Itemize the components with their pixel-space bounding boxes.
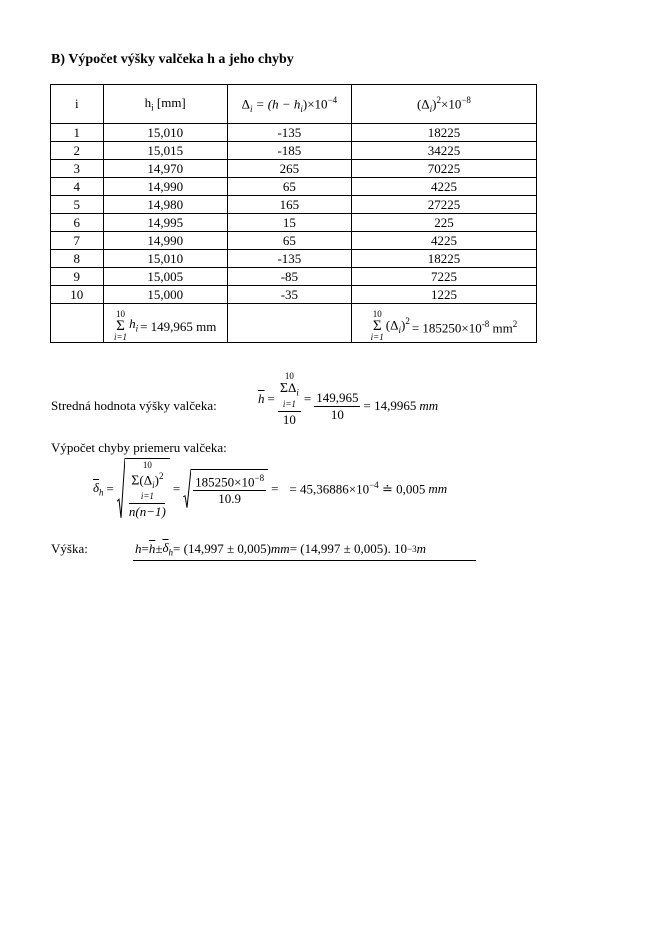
sum-sq-exp: 2: [405, 316, 410, 327]
error-unit: mm: [428, 480, 448, 496]
header-h: [103, 85, 227, 124]
sum-sq-unit-exp: 2: [512, 318, 518, 329]
header-sq-sub: i: [429, 103, 433, 114]
height-hbar: $\overline{h}$: [148, 540, 156, 556]
height-eq1: =: [141, 540, 149, 556]
sum-sq-sub: i: [398, 324, 401, 335]
error-frac2-den: 10.9: [218, 491, 241, 507]
cell-delta: -185: [227, 142, 351, 160]
sigma-icon: Σ: [372, 318, 382, 334]
height-formula: [135, 540, 426, 558]
mean-frac1: [278, 371, 301, 428]
error-sum-exp: 2: [158, 471, 164, 481]
sqrt-icon: [183, 469, 191, 509]
cell-sq: 1225: [351, 286, 536, 304]
cell-delta: 15: [227, 214, 351, 232]
cell-i: 7: [51, 232, 104, 250]
error-label: Výpočet chyby priemeru valčeka:: [51, 440, 227, 455]
table-header-row: [51, 85, 537, 124]
header-sq-exp: 2: [436, 94, 442, 105]
error-lhs-sub: h: [99, 487, 104, 498]
cell-h: 15,005: [103, 268, 227, 286]
error-sqrt2: [183, 469, 268, 509]
sqrt-icon: [117, 458, 125, 520]
mean-eq2: =: [303, 391, 312, 407]
cell-h: 15,010: [103, 124, 227, 142]
cell-sq: 34225: [351, 142, 536, 160]
cell-i: 9: [51, 268, 104, 286]
cell-delta: 165: [227, 196, 351, 214]
error-frac1: [127, 460, 168, 520]
height-eq2: = (14,997 ± 0,005): [173, 540, 271, 556]
cell-i: 8: [51, 250, 104, 268]
table-row: [51, 142, 537, 160]
measurement-table: [50, 84, 537, 343]
section-heading: B) Výpočet výšky valčeka h a jeho chyby: [51, 52, 294, 67]
sum-sq-value: = 185250×10: [411, 320, 482, 336]
mean-eq: =: [267, 391, 275, 407]
table-row: [51, 232, 537, 250]
mean-frac2-den: 10: [330, 406, 344, 422]
sum-sq-bottom: i=1: [370, 332, 384, 342]
cell-sq: 18225: [351, 250, 536, 268]
sigma-icon: Σ: [279, 381, 288, 396]
sum-h-sub: i: [135, 323, 139, 334]
cell-i: 2: [51, 142, 104, 160]
cell-sum-sq: [351, 304, 536, 343]
mean-frac2-num: 149,965: [316, 389, 359, 405]
sum-sq-unit: mm: [489, 320, 513, 336]
sigma-icon: Σ: [131, 473, 140, 489]
cell-h: 14,990: [103, 232, 227, 250]
cell-delta: 65: [227, 178, 351, 196]
height-underline: [133, 560, 476, 561]
mean-sum-sub: i: [296, 387, 299, 398]
cell-sq: 18225: [351, 124, 536, 142]
cell-sq: 70225: [351, 160, 536, 178]
height-label: Výška:: [51, 541, 88, 556]
error-eq2: =: [271, 480, 279, 496]
error-sum-var: (Δ: [139, 472, 153, 488]
cell-delta: -135: [227, 124, 351, 142]
cell-sq: 27225: [351, 196, 536, 214]
header-delta-tail: )×10: [302, 95, 328, 111]
header-delta: [227, 85, 351, 124]
cell-sum-h: [103, 304, 227, 343]
header-sq-open: (Δ: [416, 95, 430, 111]
cell-delta: -35: [227, 286, 351, 304]
cell-h: 14,980: [103, 196, 227, 214]
mean-unit: mm: [419, 398, 439, 414]
header-sq-mul: ×10: [441, 95, 462, 111]
error-frac2: [193, 473, 266, 507]
error-frac1-num: [129, 460, 165, 504]
header-delta-eq: = (h − h: [252, 95, 301, 111]
error-frac1-den: n(n−1): [128, 503, 166, 519]
table-row: [51, 268, 537, 286]
sum-sq-operator: [371, 310, 384, 342]
mean-formula: [258, 371, 438, 428]
table-row: [51, 196, 537, 214]
header-h-sub: i: [151, 102, 154, 113]
mean-sum-top: 10: [284, 371, 294, 381]
sum-sq-close: ): [400, 317, 406, 333]
cell-i: 1: [51, 124, 104, 142]
sum-sq-expression: [371, 310, 518, 342]
cell-h: 14,995: [103, 214, 227, 232]
cell-delta: 265: [227, 160, 351, 178]
height-unit2: m: [416, 540, 427, 556]
sum-h-expression: [114, 310, 216, 342]
mean-lhs: $\overline{h}$: [258, 391, 265, 407]
table-row: [51, 124, 537, 142]
header-delta-exp: −4: [327, 94, 338, 105]
table-sum-row: [51, 304, 537, 343]
table-row: [51, 250, 537, 268]
height-eq3: = (14,997 ± 0,005). 10: [289, 540, 408, 556]
table-row: [51, 178, 537, 196]
cell-i: 5: [51, 196, 104, 214]
sum-sq-var: (Δ: [385, 317, 399, 333]
error-num2: 185250×10: [195, 474, 255, 490]
error-result-exp: −4: [369, 480, 379, 491]
header-h-var: h: [144, 95, 152, 111]
header-sq-mul-exp: −8: [461, 94, 471, 105]
height-delta: $\overline{\delta}$: [162, 540, 169, 555]
cell-sq: 225: [351, 214, 536, 232]
cell-delta: -85: [227, 268, 351, 286]
height-pm: ±: [155, 540, 163, 556]
cell-delta: -135: [227, 250, 351, 268]
header-delta-sub2: i: [300, 103, 303, 114]
cell-sq: 7225: [351, 268, 536, 286]
mean-frac2: [314, 390, 360, 423]
table-row: [51, 214, 537, 232]
header-i: i: [51, 85, 104, 124]
error-eq-b: =: [172, 480, 181, 496]
height-exp: −3: [407, 543, 417, 554]
cell-i: 4: [51, 178, 104, 196]
sum-sq-top: 10: [372, 309, 382, 319]
error-lhs: $\overline{\delta}$: [93, 480, 100, 496]
cell-delta: 65: [227, 232, 351, 250]
error-sum-bottom: i=1: [140, 490, 154, 501]
cell-i: 10: [51, 286, 104, 304]
sum-h-var: h: [129, 315, 136, 331]
error-approx: ≐ 0,005: [378, 481, 426, 497]
cell-sq: 4225: [351, 232, 536, 250]
sum-h-bottom: i=1: [113, 332, 128, 342]
error-num2-exp: −8: [254, 472, 265, 483]
header-h-unit: [mm]: [153, 95, 186, 111]
mean-frac1-den: 10: [282, 411, 296, 427]
cell-sum-empty: [51, 304, 104, 343]
sum-sq-value-exp: -8: [481, 318, 490, 329]
error-formula: [93, 458, 447, 520]
cell-i: 6: [51, 214, 104, 232]
cell-sum-delta-empty: [227, 304, 351, 343]
error-sum-close: ): [154, 472, 159, 488]
cell-sq: 4225: [351, 178, 536, 196]
table-row: [51, 286, 537, 304]
table-row: [51, 160, 537, 178]
cell-h: 15,010: [103, 250, 227, 268]
sigma-icon: Σ: [116, 318, 125, 334]
error-result: [289, 480, 425, 497]
header-sq-close: ): [432, 95, 437, 111]
height-delta-sub: h: [168, 547, 174, 558]
error-frac2-num: [193, 473, 266, 491]
sum-h-top: 10: [116, 309, 126, 319]
mean-sum-var: Δ: [288, 380, 297, 395]
cell-i: 3: [51, 160, 104, 178]
cell-h: 14,990: [103, 178, 227, 196]
mean-sum-bottom: i=1: [282, 398, 296, 409]
height-h: h: [135, 540, 142, 556]
cell-h: 15,015: [103, 142, 227, 160]
height-unit1: mm: [270, 540, 290, 556]
mean-frac1-num: [278, 371, 301, 412]
error-sum-sub: i: [152, 479, 155, 490]
cell-h: 14,970: [103, 160, 227, 178]
error-sum-top: 10: [142, 460, 152, 470]
error-eq: =: [106, 480, 114, 496]
error-sqrt1: [117, 458, 170, 520]
error-result-value: = 45,36886×10: [289, 481, 370, 497]
mean-result: = 14,9965: [363, 398, 417, 414]
cell-h: 15,000: [103, 286, 227, 304]
header-delta-sub: i: [249, 103, 253, 114]
header-delta-sym: Δ: [241, 95, 250, 111]
sum-h-operator: [114, 310, 127, 342]
header-sq: [351, 85, 536, 124]
sum-h-value: = 149,965 mm: [140, 318, 217, 334]
mean-label: Stredná hodnota výšky valčeka:: [51, 398, 217, 413]
